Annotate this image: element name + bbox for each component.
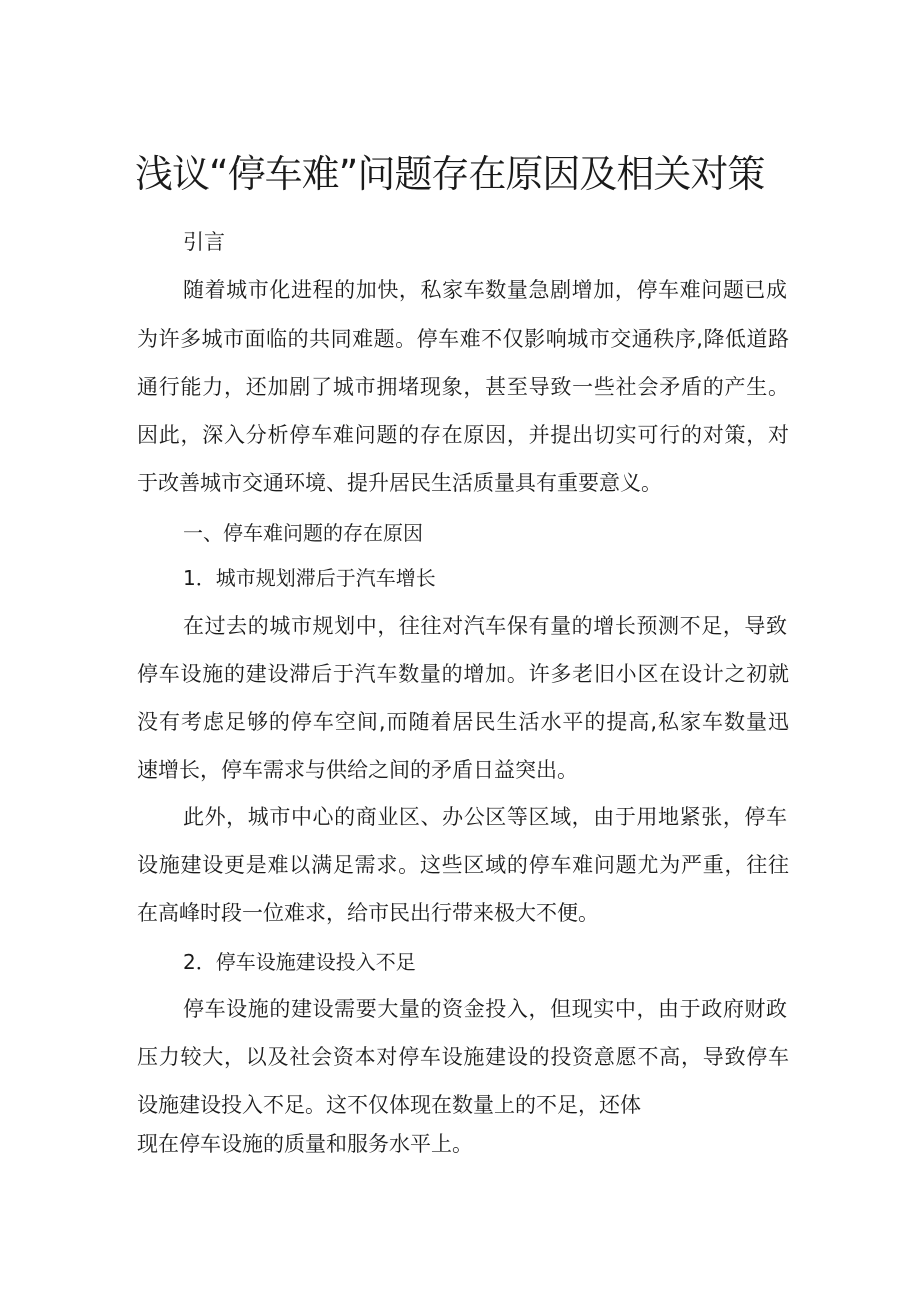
paragraph-line: 停车设施的建设滞后于汽车数量的增加。许多老旧小区在设计之初就 bbox=[137, 662, 789, 686]
subsection-heading-2: 2．停车设施建设投入不足 bbox=[183, 950, 416, 974]
paragraph-line: 此外，城市中心的商业区、办公区等区域，由于用地紧张，停车 bbox=[183, 805, 787, 829]
intro-line: 通行能力，还加剧了城市拥堵现象，甚至导致一些社会矛盾的产生。 bbox=[137, 375, 789, 399]
intro-heading: 引言 bbox=[183, 230, 225, 254]
paragraph-line: 没有考虑足够的停车空间,而随着居民生活水平的提高,私家车数量迅 bbox=[137, 710, 789, 734]
intro-line: 因此，深入分析停车难问题的存在原因，并提出切实可行的对策，对 bbox=[137, 423, 789, 447]
paragraph-line: 现在停车设施的质量和服务水平上。 bbox=[137, 1132, 473, 1156]
paragraph-line: 速增长，停车需求与供给之间的矛盾日益突出。 bbox=[137, 758, 578, 782]
paragraph-line: 停车设施的建设需要大量的资金投入，但现实中，由于政府财政 bbox=[183, 997, 787, 1021]
paragraph-line: 压力较大，以及社会资本对停车设施建设的投资意愿不高，导致停车 bbox=[137, 1045, 789, 1069]
intro-line: 于改善城市交通环境、提升居民生活质量具有重要意义。 bbox=[137, 471, 662, 495]
section-heading-1: 一、停车难问题的存在原因 bbox=[183, 521, 423, 545]
document-title: 浅议“停车难”问题存在原因及相关对策 bbox=[135, 152, 765, 196]
paragraph-line: 设施建设更是难以满足需求。这些区域的停车难问题尤为严重，往往 bbox=[137, 853, 789, 877]
intro-line: 为许多城市面临的共同难题。停车难不仅影响城市交通秩序,降低道路 bbox=[137, 327, 789, 351]
subsection-heading-1: 1．城市规划滞后于汽车增长 bbox=[183, 566, 436, 590]
paragraph-line: 设施建设投入不足。这不仅体现在数量上的不足，还体 bbox=[137, 1093, 641, 1117]
intro-line: 随着城市化进程的加快，私家车数量急剧增加，停车难问题已成 bbox=[183, 278, 787, 302]
paragraph-line: 在高峰时段一位难求，给市民出行带来极大不便。 bbox=[137, 901, 599, 925]
paragraph-line: 在过去的城市规划中，往往对汽车保有量的增长预测不足，导致 bbox=[183, 614, 787, 638]
